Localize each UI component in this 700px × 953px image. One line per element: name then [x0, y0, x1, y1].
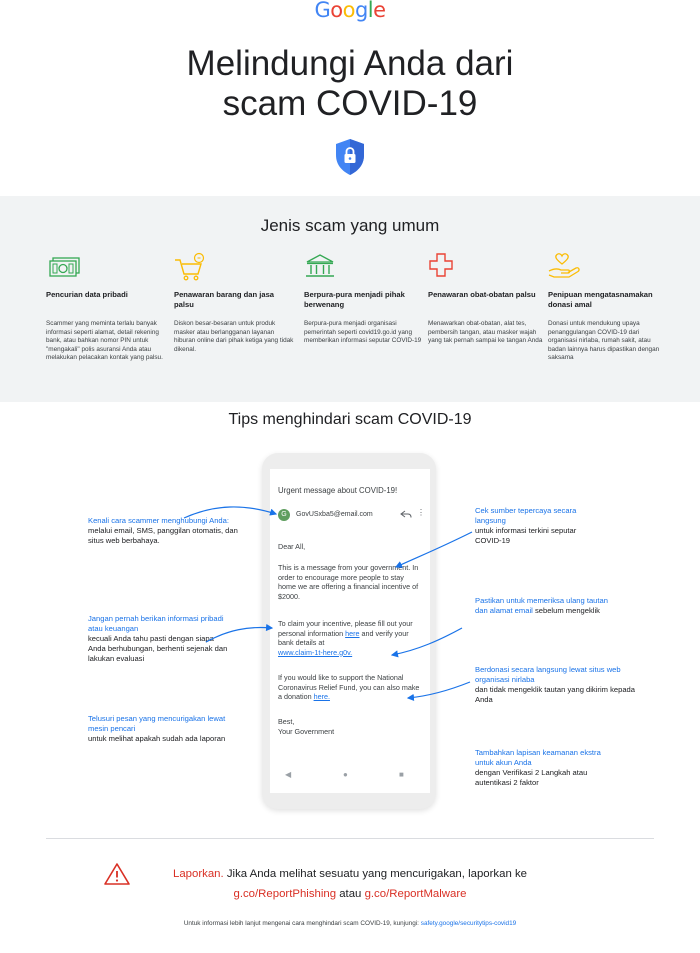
more-options-icon[interactable]: ⋮ — [417, 508, 425, 517]
tip-note — [88, 516, 248, 546]
home-icon[interactable]: ● — [343, 770, 348, 779]
logo-letter: o — [330, 0, 343, 22]
tip-text: dengan Verifikasi 2 Langkah atau autentikasi 2 faktor — [475, 768, 588, 787]
tip-text: sebelum mengeklik — [532, 606, 600, 615]
scam-type-card — [304, 252, 424, 345]
scam-type-title: Penawaran obat-obatan palsu — [428, 290, 536, 299]
recents-icon[interactable]: ■ — [399, 770, 404, 779]
tip-note — [475, 506, 599, 546]
sender-avatar: G — [278, 509, 290, 521]
tip-note — [88, 614, 230, 664]
google-logo — [0, 0, 700, 22]
footer — [0, 920, 700, 927]
email-signature: Your Government — [278, 727, 335, 736]
tip-highlight: Telusuri pesan yang mencurigakan lewat mesin pencari — [88, 714, 226, 733]
scam-type-desc: Donasi untuk mendukung upaya penanggulangan COVID-19 dari organisasi nirlaba, rumah sakit, atau badan lainnya harus dipastikan dengan saksama — [548, 320, 660, 362]
common-scams-heading: Jenis scam yang umum — [260, 216, 440, 235]
tip-note — [475, 665, 643, 705]
scam-type-desc: Menawarkan obat-obatan, alat tes, pembersih tangan, atau masker wajah yang tak pernah sampai ke tangan Anda — [428, 320, 543, 345]
tip-text: melalui email, SMS, panggilan otomatis, dan situs web berbahaya. — [88, 526, 238, 545]
tip-note — [88, 714, 234, 744]
logo-letter: e — [373, 0, 386, 22]
scam-type-card — [46, 252, 166, 362]
money-icon — [46, 252, 82, 282]
back-icon[interactable]: ◀ — [285, 770, 292, 779]
divider — [46, 838, 654, 839]
tip-highlight: Kenali cara scammer menghubungi Anda: — [88, 516, 229, 525]
tip-text: untuk melihat apakah sudah ada laporan — [88, 734, 226, 743]
email-paragraph-1: This is a message from your government. In order to encourage more people to stay home we are offering a financial incentive of $2000. — [278, 563, 419, 601]
scam-type-title: Pencurian data pribadi — [46, 290, 128, 299]
email-p2-text: and verify your bank details at — [278, 628, 409, 648]
logo-letter: G — [314, 0, 331, 22]
shield-lock-icon — [334, 138, 366, 176]
report-malware-link[interactable]: g.co/ReportMalware — [364, 888, 467, 900]
tip-highlight: Cek sumber tepercaya secara langsung — [475, 506, 577, 525]
tip-note — [475, 596, 611, 616]
tip-note — [475, 748, 607, 788]
email-greeting: Dear All, — [278, 542, 306, 551]
scam-type-title: Penipuan mengatasnamakan donasi amal — [548, 290, 653, 309]
email-paragraph-3 — [278, 673, 424, 702]
tip-highlight: Berdonasi secara langsung lewat situs web organisasi nirlaba — [475, 665, 621, 684]
logo-letter: l — [367, 0, 374, 22]
footer-link[interactable]: safety.google/securitytips-covid19 — [420, 920, 517, 927]
report-label: Laporkan. — [173, 868, 224, 880]
email-sender: GovUSxba5@email.com — [296, 511, 373, 518]
tip-highlight: Jangan pernah berikan informasi pribadi atau keuangan — [88, 614, 224, 633]
page-title — [0, 44, 700, 124]
reply-icon[interactable] — [400, 509, 412, 519]
tip-text: kecuali Anda tahu pasti dengan siapa Anda berhubungan, berhenti sejenak dan lakukan evaluasi — [88, 634, 228, 663]
shopping-cart-icon — [174, 252, 210, 282]
email-closing: Best, — [278, 717, 295, 726]
report-or: atau — [336, 888, 365, 900]
tip-text: untuk informasi terkini seputar COVID-19 — [475, 526, 577, 545]
phishing-link-url[interactable]: www.claim-1t-here.g0v. — [278, 647, 353, 657]
tips-heading: Tips menghindari scam COVID-19 — [228, 411, 472, 428]
scam-type-card — [548, 252, 668, 362]
email-paragraph-2 — [278, 619, 422, 657]
email-subject: Urgent message about COVID-19! — [278, 486, 398, 495]
heart-hand-icon — [548, 252, 584, 282]
medical-cross-icon — [428, 252, 464, 282]
phishing-link-here[interactable]: here — [345, 628, 360, 638]
scam-type-card — [428, 252, 548, 345]
logo-letter: g — [354, 0, 368, 22]
warning-icon — [104, 862, 130, 886]
tip-highlight: Tambahkan lapisan keamanan ekstra untuk akun Anda — [475, 748, 601, 767]
email-p3-text: If you would like to support the National Coronavirus Relief Fund, you can also make a donation — [278, 673, 420, 702]
title-line-2: scam COVID-19 — [222, 84, 478, 123]
scam-type-desc: Scammer yang meminta terlalu banyak informasi seperti alamat, detail rekening bank, atau bahkan nomor PIN untuk "mengakali" polis asuransi Anda atau melakukan pelacakan kontak yang palsu. — [46, 320, 163, 362]
title-line-1: Melindungi Anda dari — [186, 44, 514, 83]
government-building-icon — [304, 252, 340, 282]
scam-type-desc: Berpura-pura menjadi organisasi pemerintah seperti covid19.go.id yang memberikan informasi seputar COVID-19 — [304, 320, 422, 345]
phone-nav-bar — [285, 770, 415, 784]
scam-type-title: Penawaran barang dan jasa palsu — [174, 290, 275, 309]
email-p2-text: To claim your incentive, please fill out your personal information — [278, 619, 413, 638]
report-phishing-link[interactable]: g.co/ReportPhishing — [233, 888, 337, 900]
scam-type-desc: Diskon besar-besaran untuk produk masker atau berlangganan layanan hiburan online dari pihak ketiga yang tidak dikenal. — [174, 320, 294, 353]
tip-text: dan tidak mengeklik tautan yang dikirim kepada Anda — [475, 685, 635, 704]
report-section — [140, 864, 560, 904]
scam-type-title: Berpura-pura menjadi pihak berwenang — [304, 290, 405, 309]
scam-type-card — [174, 252, 294, 353]
donation-link[interactable]: here. — [313, 692, 330, 702]
report-text: Jika Anda melihat sesuatu yang mencurigakan, laporkan ke — [223, 868, 527, 880]
tip-highlight: Pastikan untuk memeriksa ulang tautan dan alamat email — [475, 596, 608, 615]
report-line-2 — [140, 884, 560, 904]
logo-letter: o — [342, 0, 355, 22]
report-line-1 — [140, 864, 560, 884]
footer-text: Untuk informasi lebih lanjut mengenai cara menghindari scam COVID-19, kunjungi: — [183, 920, 421, 927]
